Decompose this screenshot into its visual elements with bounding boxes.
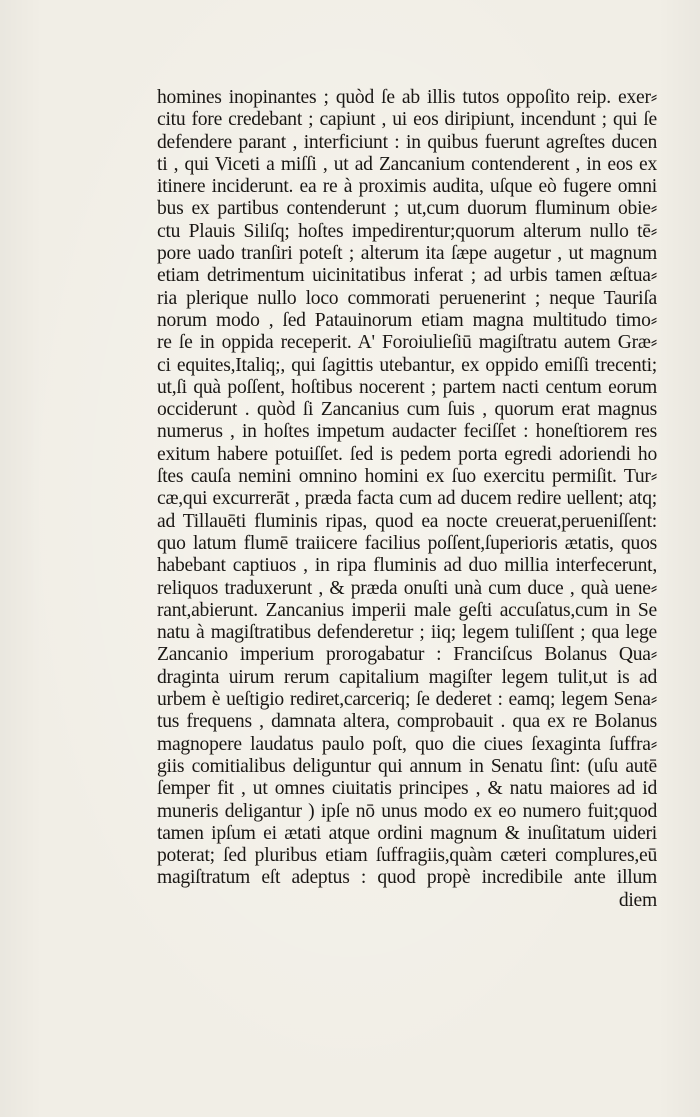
text-line: tus frequens , damnata altera, comprobauit . qua ex re Bolanus [157,711,657,733]
text-line: habebant captiuos , in ripa fluminis ad duo millia interfecerunt, [157,555,657,577]
text-line: ria plerique nullo loco commorati peruenerint ; neque Tauriſa [157,287,657,309]
text-line: reliquos traduxerunt , & præda onuſti unà cum duce , quà uene⸗ [157,577,657,599]
text-line: etiam detrimentum uicinitatibus inferat ; ad urbis tamen æſtua⸗ [157,265,657,287]
text-line: ti , qui Viceti a miſſi , ut ad Zancanium contenderent , in eos ex [157,153,657,175]
text-line: itinere inciderunt. ea re à proximis audita, uſque eò fugere omni [157,176,657,198]
text-line: rant,abierunt. Zancanius imperii male geſti accuſatus,cum in Se [157,599,657,621]
text-line: muneris deligantur ) ipſe nō unus modo ex eo numero fuit;quod [157,800,657,822]
text-line: exitum habere potuiſſet. ſed is pedem porta egredi adoriendi ho [157,443,657,465]
text-line: numerus , in hoſtes impetum audacter feciſſet : honeſtiorem res [157,421,657,443]
text-line: giis comitialibus deliguntur qui annum in Senatu ſint: (uſu autē [157,755,657,777]
text-line: ſemper fit , ut omnes ciuitatis principes , & natu maiores ad id [157,778,657,800]
text-line: cæ,qui excurrerāt , præda facta cum ad ducem redire uellent; atq; [157,488,657,510]
body-text [157,87,657,912]
text-line: homines inopinantes ; quòd ſe ab illis tutos oppoſito reip. exer⸗ [157,87,657,108]
text-line: ad Tillauēti fluminis ripas, quod ea nocte creuerat,perueniſſent: [157,510,657,532]
text-line: draginta uirum rerum capitalium magiſter legem tulit,ut is ad [157,666,657,688]
text-line: occiderunt . quòd ſi Zancanius cum ſuis , quorum erat magnus [157,399,657,421]
text-line: ci equites,Italiq;, qui ſagittis utebantur, ex oppido emiſſi trecenti; [157,354,657,376]
text-line: tamen ipſum ei ætati atque ordini magnum & inuſitatum uideri [157,822,657,844]
text-line: urbem è ueſtigio rediret,carceriq; ſe dederet : eamq; legem Sena⸗ [157,689,657,711]
catchword: diem [618,889,657,911]
text-line: poterat; ſed pluribus etiam ſuffragiis,quàm cæteri complures,eū [157,845,657,867]
text-line: magnopere laudatus paulo poſt, quo die ciues ſexaginta ſuffra⸗ [157,733,657,755]
text-line: ut,ſi quà poſſent, hoſtibus nocerent ; partem nacti centum eorum [157,376,657,398]
text-line: magiſtratum eſt adeptus : quod propè incredibile ante illum [157,867,657,889]
text-line: ſtes cauſa nemini omnino homini ex ſuo exercitu permiſit. Tur⸗ [157,466,657,488]
text-line: re ſe in oppida receperit. A' Foroiulieſiū magiſtratu autem Græ⸗ [157,332,657,354]
text-line: ctu Plauis Siliſq; hoſtes impedirentur;quorum alterum nullo tē⸗ [157,220,657,242]
text-line: bus ex partibus contenderunt ; ut,cum duorum fluminum obie⸗ [157,198,657,220]
text-line: natu à magiſtratibus defenderetur ; iiq; legem tuliſſent ; qua lege [157,622,657,644]
text-line: defendere parant , interficiunt : in quibus fuerunt agreſtes ducen [157,131,657,153]
text-line: norum modo , ſed Patauinorum etiam magna multitudo timo⸗ [157,309,657,331]
text-line: Zancanio imperium prorogabatur : Franciſcus Bolanus Qua⸗ [157,644,657,666]
text-line: pore uado tranſiri poteſt ; alterum ita ſæpe augetur , ut magnum [157,243,657,265]
text-line: citu fore credebant ; capiunt , ui eos diripiunt, incendunt ; qui ſe [157,109,657,131]
text-line: quo latum flumē traiicere facilius poſſent,ſuperioris ætatis, quos [157,532,657,554]
